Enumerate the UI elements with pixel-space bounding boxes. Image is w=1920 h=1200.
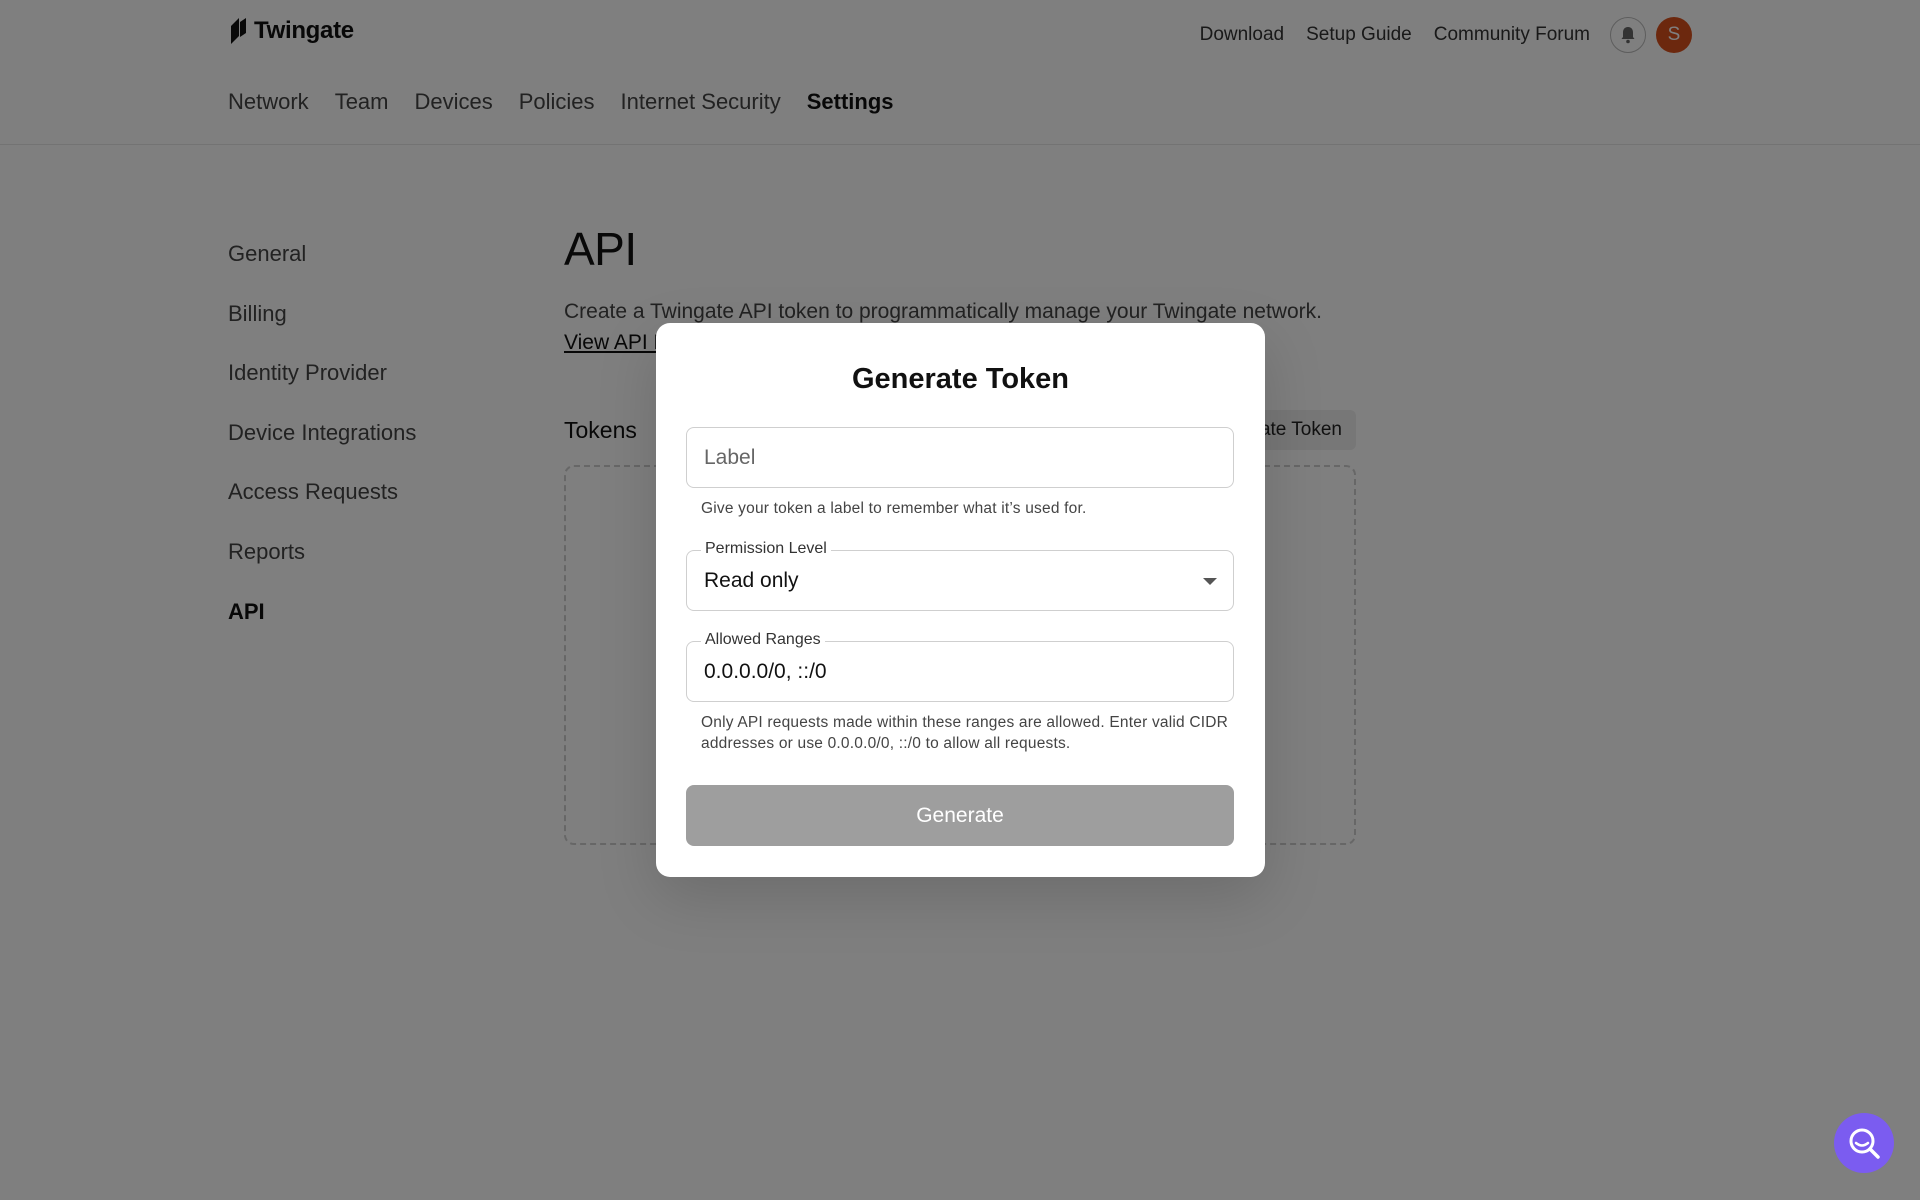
generate-button[interactable]: Generate (686, 785, 1234, 846)
allowed-ranges-label: Allowed Ranges (701, 631, 825, 649)
allowed-ranges-input[interactable] (704, 642, 1190, 701)
allowed-ranges-field (686, 631, 1234, 702)
allowed-ranges-helper-text: Only API requests made within these ranges are allowed. Enter valid CIDR addresses or use 0.0.0.0/0, ::/0 to allow all requests. (701, 714, 1229, 752)
permission-level-select[interactable] (686, 540, 1234, 611)
help-button[interactable] (1834, 1113, 1894, 1173)
label-field (686, 427, 1234, 488)
permission-level-value: Read only (704, 568, 799, 592)
search-help-icon (1847, 1126, 1881, 1160)
label-input[interactable] (704, 428, 1190, 487)
label-helper-text: Give your token a label to remember what it’s used for. (701, 500, 1087, 517)
generate-token-dialog (656, 323, 1265, 877)
dialog-title: Generate Token (851, 363, 1070, 395)
permission-level-label: Permission Level (701, 540, 831, 558)
chevron-down-icon (1203, 578, 1217, 585)
